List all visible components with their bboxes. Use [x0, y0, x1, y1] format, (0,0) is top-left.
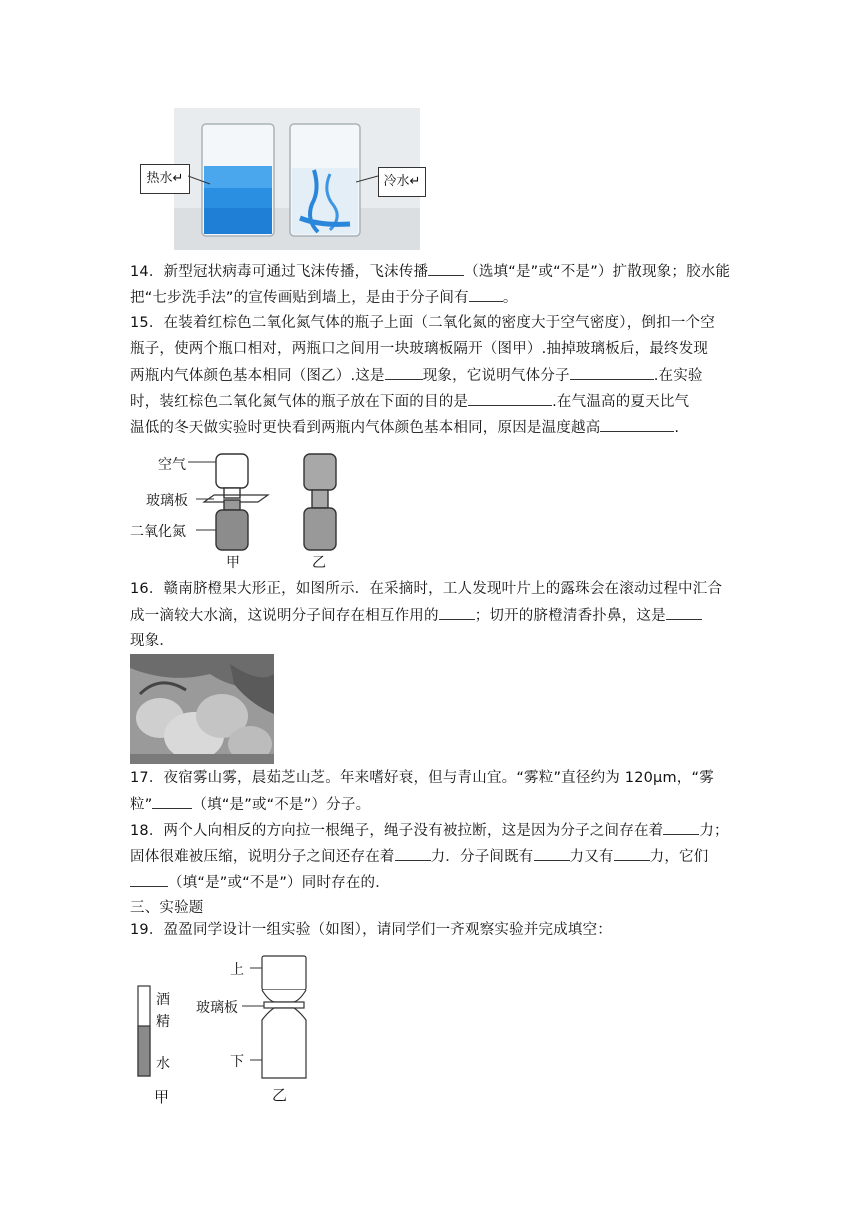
q16-line2: 成一滴较大水滴，这说明分子间存在相互作用的 ；切开的脐橙清香扑鼻，这是 — [130, 605, 702, 626]
exp-alcohol-label-2: 精 — [156, 1014, 170, 1030]
q18-blank5[interactable] — [130, 872, 168, 887]
bottle-no2-label: 二氧化氮 — [130, 524, 186, 540]
q15-blank4[interactable] — [600, 417, 674, 432]
exp-alcohol-label-1: 酒 — [156, 992, 170, 1008]
bottle-jia-label: 甲 — [226, 555, 240, 571]
q15-line3: 两瓶内气体颜色基本相同（图乙）.这是 现象，它说明气体分子 .在实验 — [130, 365, 703, 386]
q16-blank2[interactable] — [666, 605, 702, 620]
q15-blank2[interactable] — [570, 365, 654, 380]
q16-line3: 现象． — [130, 633, 175, 649]
oranges-photo — [130, 654, 274, 764]
exp-water-label: 水 — [156, 1056, 170, 1072]
q18-blank4[interactable] — [614, 846, 650, 861]
cold-water-pointer — [356, 170, 380, 184]
bottle-glass-label: 玻璃板 — [146, 493, 188, 509]
q15-line1: 15．在装着红棕色二氧化氮气体的瓶子上面（二氧化氮的密度大于空气密度），倒扣一个空 — [130, 315, 715, 331]
q18-line3: （填“是”或“不是”）同时存在的． — [130, 872, 390, 893]
q18-line2: 固体很难被压缩，说明分子之间还存在着 力．分子间既有 力又有 力，它们 — [130, 846, 708, 867]
bottle-air-label: 空气 — [158, 457, 186, 473]
q17-blank1[interactable] — [152, 794, 192, 809]
exp-glass-label: 玻璃板 — [196, 1000, 238, 1016]
q16-blank1[interactable] — [439, 605, 475, 620]
q19-line1: 19．盈盈同学设计一组实验（如图），请同学们一齐观察实验并完成填空： — [130, 922, 612, 938]
q17-line2: 粒” （填“是”或“不是”）分子。 — [130, 794, 370, 815]
q14-blank1[interactable] — [428, 261, 464, 276]
q14-blank2[interactable] — [469, 287, 503, 302]
q14-line1: 14．新型冠状病毒可通过飞沫传播，飞沫传播 （选填“是”或“不是”）扩散现象；胶水能 — [130, 261, 730, 282]
hot-water-pointer — [188, 172, 212, 186]
q18-blank2[interactable] — [395, 846, 431, 861]
q18-blank1[interactable] — [663, 820, 699, 835]
q18-line1: 18．两个人向相反的方向拉一根绳子，绳子没有被拉断，这是因为分子之间存在着 力； — [130, 820, 729, 841]
exp-top-label: 上 — [230, 962, 244, 978]
hot-water-label: 热水↵ — [140, 164, 190, 194]
q14-line2: 把“七步洗手法”的宣传画贴到墙上，是由于分子间有 。 — [130, 287, 518, 308]
q18-blank3[interactable] — [534, 846, 570, 861]
q17-line1: 17．夜宿雾山雾，晨茹芝山芝。年来嗜好衰，但与青山宜。“雾粒”直径约为 120μm，“雾 — [130, 770, 714, 786]
q15-blank3[interactable] — [468, 391, 552, 406]
q15-line2: 瓶子，使两个瓶口相对，两瓶口之间用一块玻璃板隔开（图甲）.抽掉玻璃板后，最终发现 — [130, 341, 709, 357]
section-title: 三、实验题 — [130, 900, 204, 916]
exp-jia-label: 甲 — [154, 1088, 170, 1106]
exp-bottom-label: 下 — [230, 1054, 244, 1070]
bottle-yi-label: 乙 — [312, 555, 326, 571]
q15-blank1[interactable] — [385, 365, 423, 380]
q15-line5: 温低的冬天做实验时更快看到两瓶内气体颜色基本相同，原因是温度越高 . — [130, 417, 679, 438]
cold-water-label: 冷水↵ — [378, 167, 426, 197]
q16-line1: 16．赣南脐橙果大形正，如图所示．在采摘时，工人发现叶片上的露珠会在滚动过程中汇合 — [130, 581, 723, 597]
exp-yi-label: 乙 — [272, 1086, 288, 1104]
q15-line4: 时，装红棕色二氧化氮气体的瓶子放在下面的目的是 .在气温高的夏天比气 — [130, 391, 689, 412]
